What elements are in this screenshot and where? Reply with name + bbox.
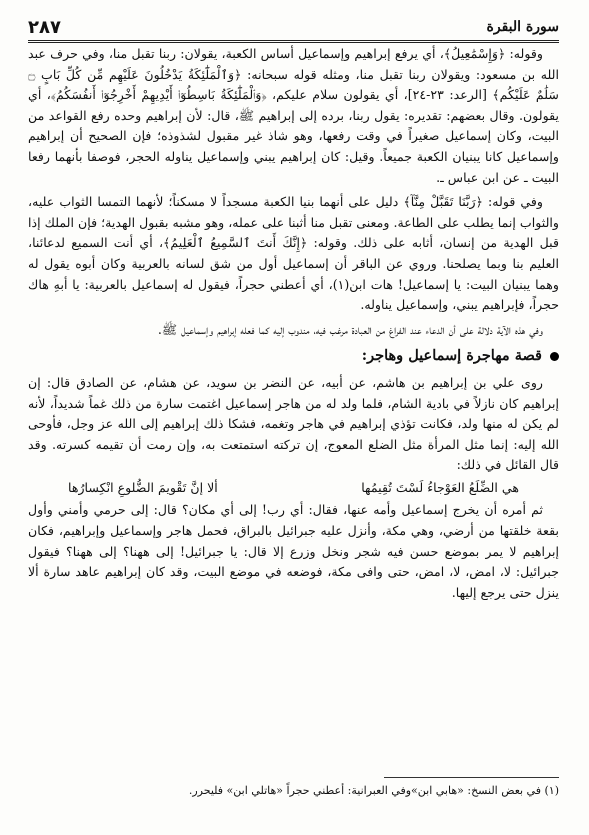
bullet-icon	[550, 352, 559, 361]
story-paragraph-1: روى علي بن إبراهيم بن هاشم، عن أبيه، عن النضر بن سويد، عن هشام، عن الصادق قال: إن إبراهيم كان نازلاً في بادية الشام، فلما ولد له من هاجر إسماعيل اغتمت سارة من ذلك غماً شديداً، لأنه لم يكن له منها ولد، فكانت تؤذي إبراهيم في هاجر وتغمه، فشكا ذلك إبراهيم إلى الله عز وجل، فأوحى الله إليه: إنما مثل المرأة مثل الضلع المعوج، إن تركته استمتعت به، وإن رمت أن تقيمه كسرته. وقد قال القائل في ذلك:	[28, 374, 559, 473]
verse-first-hemistich: هي الضِّلَعُ العَوْجاءُ لَسْتَ تُقِيمُها	[361, 479, 519, 495]
section-heading	[28, 346, 559, 367]
page-body	[28, 44, 559, 603]
section-heading-text: قصة مهاجرة إسماعيل وهاجر:	[361, 347, 542, 365]
paragraph-1: وقوله: ﴿وَإِسْمَٰعِيلُ﴾، أي يرفع إبراهيم وإسماعيل أساس الكعبة، يقولان: ربنا تقبل منا، وفي حرف عبد الله بن مسعود: ويقولان ربنا تقبل منا، ومثله قوله سبحانه: ﴿وَٱلْمَلَٰٓئِكَةُ يَدْخُلُونَ عَلَيْهِم مِّن كُلِّ بَابٍ ۝ سَلَٰمٌ عَلَيْكُم﴾ [الرعد: ٢٣-٢٤]، أي يقولون سلام عليكم، ﴿وَٱلْمَلَٰٓئِكَةُ بَاسِطُوٓا۟ أَيْدِيهِمْ أَخْرِجُوٓا۟ أَنفُسَكُمُ﴾، أي يقولون. وقال بعضهم: تقديره: يقول ربنا، برده إلى إبراهيم ﷺ، قال: لأن إبراهيم وحده رفع القواعد من البيت، وكان إسماعيل صغيراً في وقت رفعها، وهو شاذ غير مقبول لشذوذه؛ فإن الصحيح أن إبراهيم وإسماعيل كانا يبنيان الكعبة جميعاً. وقيل: كان إبراهيم يبني وإسماعيل يناوله الحجر، فوصفا بأنهما رفعا البيت ـ عن ابن عباس ـ.	[28, 46, 559, 185]
paragraph-2: وفي قوله: ﴿رَبَّنَا تَقَبَّلْ مِنَّآ﴾ دليل على أنهما بنيا الكعبة مسجداً لا مسكناً؛ لأنهما التمسا الثواب عليه، والثواب إنما يطلب على الطاعة. ومعنى تقبل منا أثبنا على عمله، وهو مشبه بقبول الهدية؛ فإن الملك إذا قبل الهدية من إنسان، أثابه على ذلك. وقوله: ﴿إِنَّكَ أَنتَ ٱلسَّمِيعُ ٱلْعَلِيمُ﴾، أي أنت السميع لدعائنا، العليم بنا وبما يصلحنا. وروي عن الباقر أن إسماعيل أول من شق لسانه بالعربية وكان أبوه يقول له وهما يبنيان البيت: يا إسماعيل! هات ابن(١)، أي أعطني حجراً، فيقول له إسماعيل بالعربية: يا أبهِ هاك حجراً، فإبراهيم يبني، وإسماعيل يناوله.	[28, 194, 559, 313]
poetry-verse	[28, 478, 559, 499]
page-header	[28, 14, 559, 43]
footnote: (١) في بعض النسخ: «هابي ابن»وفي العبرانية: أعطني حجراً «هاتلي ابن» فليحرر.	[188, 784, 559, 797]
page-number: ٢٨٧	[28, 16, 61, 38]
surah-title: سورة البقرة	[486, 19, 559, 35]
verse-second-hemistich: ألا إنَّ تَقْويمَ الضُّلوعِ انْكِسارُها	[68, 479, 218, 495]
paragraph-3: وفي هذه الآية دلالة على أن الدعاء عند الفراغ من العبادة مرغب فيه، مندوب إليه كما فعله إبراهيم وإسماعيل ﷺ.	[157, 321, 543, 337]
footnote-divider	[384, 777, 559, 778]
final-paragraph: ثم أمره أن يخرج إسماعيل وأمه عنها، فقال: أي رب! إلى أي مكان؟ قال: إلى حرمي وأمني وأول بقعة خلقتها من أرضي، وهي مكة، وأنزل عليه جبرائيل بالبراق، فحمل هاجر وإسماعيل وإبراهيم، فكان إبراهيم لا يمر بموضع حسن فيه شجر ونخل وزرع إلا قال: يا جبرائيل! إلى ههنا؟ إلى ههنا؟ فيقول جبرائيل: لا، امض، لا، امض، حتى وافى مكة، فوضعه في موضع البيت، وقد كان إبراهيم عاهد سارة ألا ينزل حتى يرجع إليها.	[28, 502, 559, 600]
